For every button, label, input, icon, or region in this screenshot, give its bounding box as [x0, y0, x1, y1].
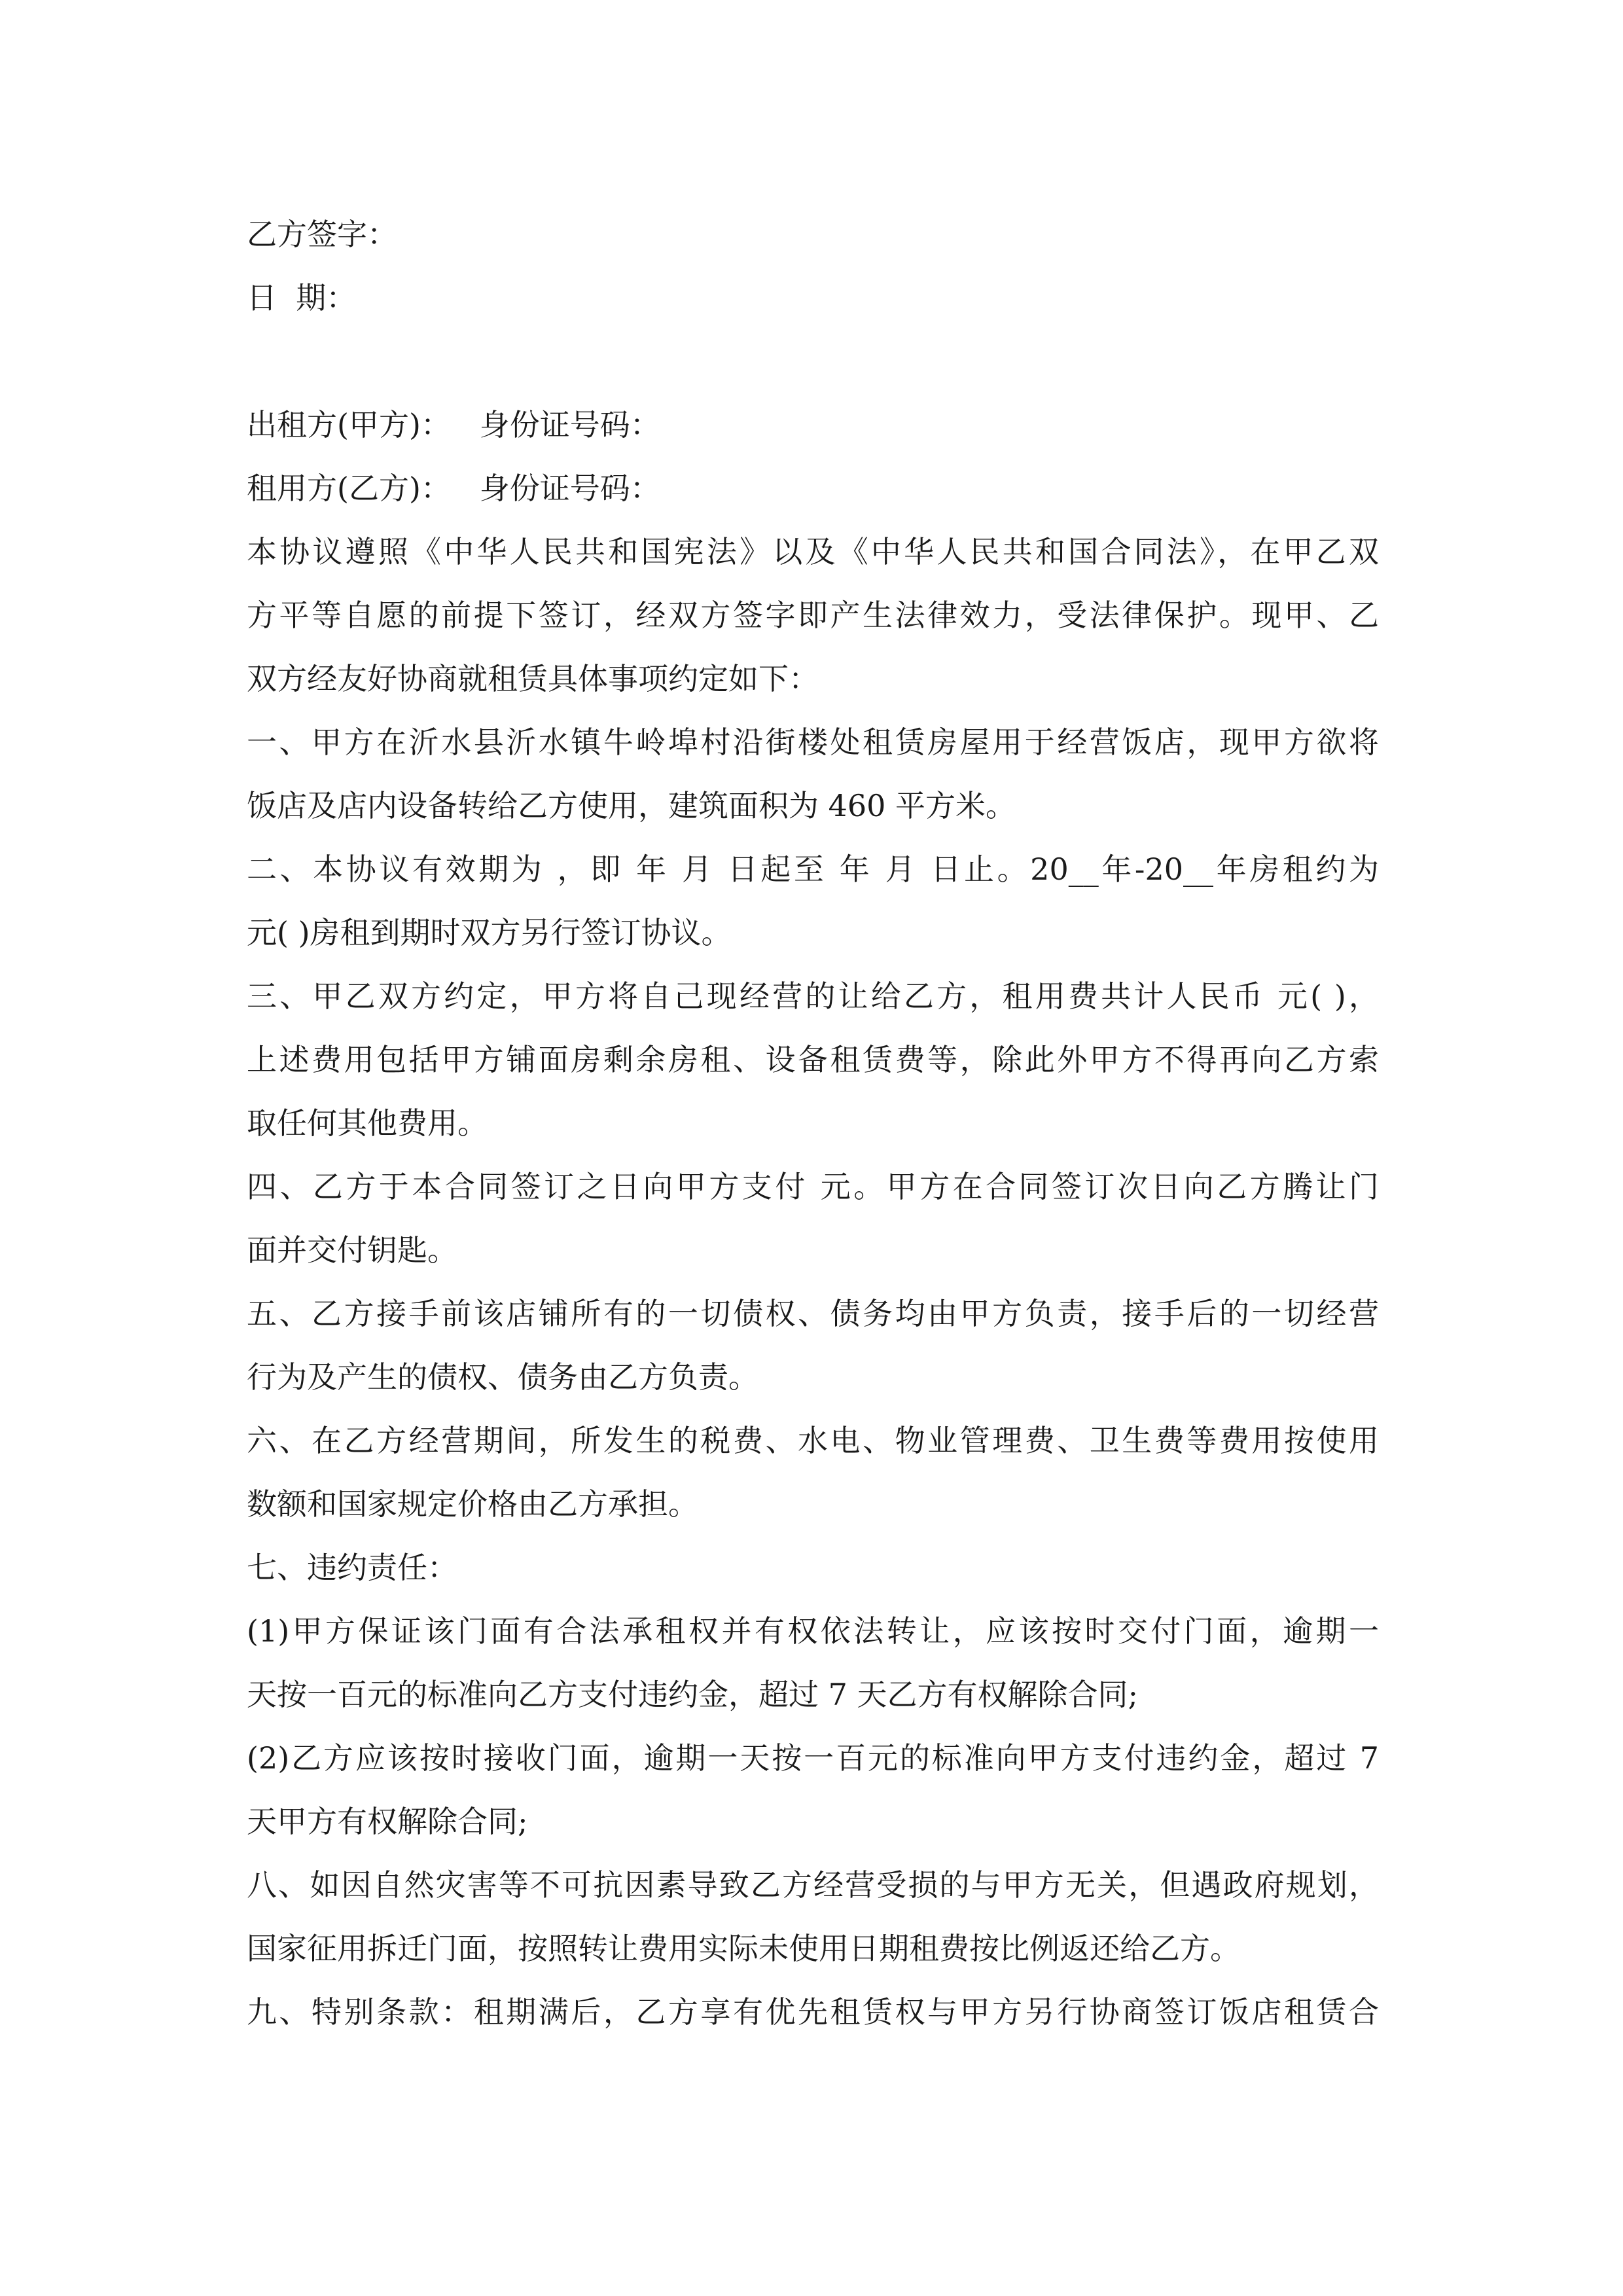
lessee-line: 租用方(乙方)： 身份证号码： — [247, 471, 660, 506]
clause-5-line: 行为及产生的债权、债务由乙方负责。 — [247, 1359, 758, 1395]
clause-6-line: 六、在乙方经营期间，所发生的税费、水电、物业管理费、卫生费等费用按使用 — [247, 1423, 1379, 1458]
date-line: 日 期： — [247, 280, 357, 315]
clause-7-title: 七、违约责任： — [247, 1550, 457, 1585]
clause-7-item-1-line: (1)甲方保证该门面有合法承租权并有权依法转让，应该按时交付门面，逾期一 — [247, 1613, 1379, 1649]
clause-4-line: 面并交付钥匙。 — [247, 1232, 457, 1268]
clause-4-line: 四、乙方于本合同签订之日向甲方支付 元。甲方在合同签订次日向乙方腾让门 — [247, 1169, 1379, 1204]
document-body — [247, 203, 1379, 2044]
clause-3-line: 上述费用包括甲方铺面房剩余房租、设备租赁费等，除此外甲方不得再向乙方索 — [247, 1042, 1379, 1077]
clause-3-line: 取任何其他费用。 — [247, 1105, 488, 1141]
clause-8-line: 八、如因自然灾害等不可抗因素导致乙方经营受损的与甲方无关，但遇政府规划， — [247, 1867, 1379, 1903]
clause-9-line: 九、特别条款：租期满后，乙方享有优先租赁权与甲方另行协商签订饭店租赁合 — [247, 1994, 1379, 2030]
clause-7-item-2-line: 天甲方有权解除合同; — [247, 1804, 528, 1839]
clause-1-line: 饭店及店内设备转给乙方使用，建筑面积为 460 平方米。 — [247, 788, 1016, 823]
party-b-signature-line: 乙方签字： — [247, 217, 397, 252]
blank-spacer — [247, 330, 1379, 393]
clause-6-line: 数额和国家规定价格由乙方承担。 — [247, 1486, 698, 1522]
intro-line: 方平等自愿的前提下签订，经双方签字即产生法律效力，受法律保护。现甲、乙 — [247, 598, 1379, 633]
intro-line: 本协议遵照《中华人民共和国宪法》以及《中华人民共和国合同法》，在甲乙双 — [247, 534, 1379, 569]
clause-7-item-2-line: (2)乙方应该按时接收门面，逾期一天按一百元的标准向甲方支付违约金，超过 7 — [247, 1740, 1379, 1776]
clause-1-line: 一、甲方在沂水县沂水镇牛岭埠村沿街楼处租赁房屋用于经营饭店，现甲方欲将 — [247, 725, 1379, 760]
clause-8-line: 国家征用拆迁门面，按照转让费用实际未使用日期租费按比例返还给乙方。 — [247, 1931, 1240, 1966]
lessor-line: 出租方(甲方)： 身份证号码： — [247, 407, 660, 442]
clause-2-line: 二、本协议有效期为 ，即 年 月 日起至 年 月 日止。20__年-20__年房租约为 — [247, 852, 1379, 887]
clause-3-line: 三、甲乙双方约定，甲方将自己现经营的让给乙方，租用费共计人民币 元( )， — [247, 978, 1379, 1014]
clause-7-item-1-line: 天按一百元的标准向乙方支付违约金，超过 7 天乙方有权解除合同; — [247, 1677, 1139, 1712]
clause-5-line: 五、乙方接手前该店铺所有的一切债权、债务均由甲方负责，接手后的一切经营 — [247, 1296, 1379, 1331]
clause-2-line: 元( )房租到期时双方另行签订协议。 — [247, 915, 732, 950]
intro-line: 双方经友好协商就租赁具体事项约定如下： — [247, 661, 819, 696]
